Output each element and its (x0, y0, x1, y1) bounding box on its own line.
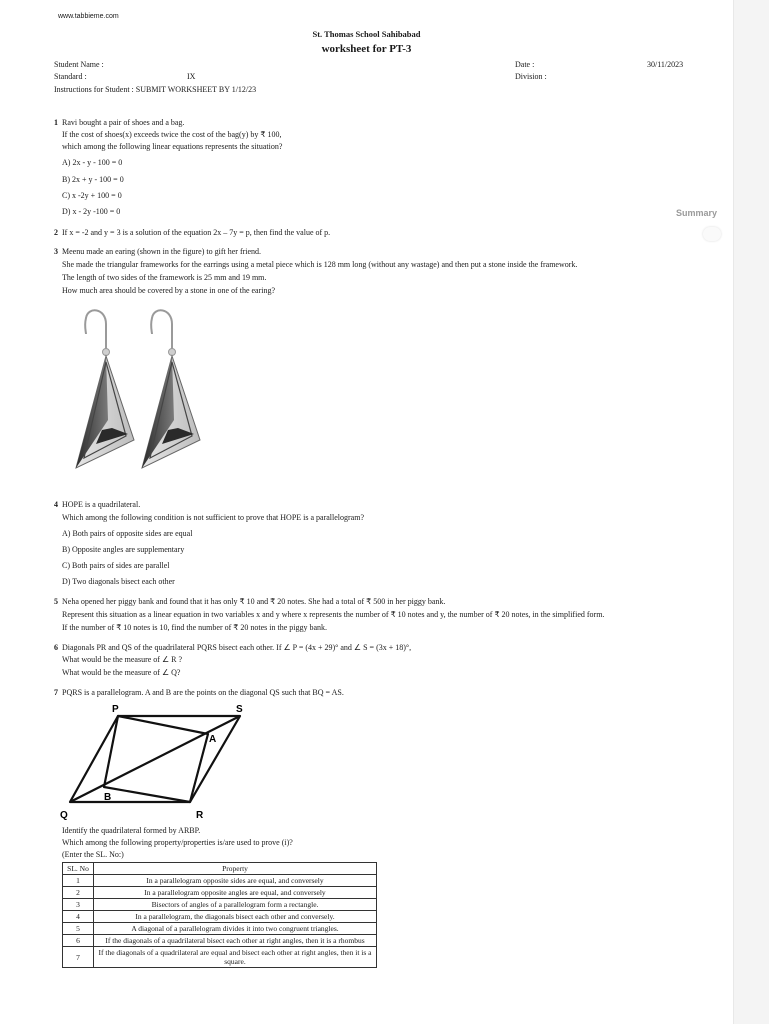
cell-sl: 6 (63, 935, 94, 947)
option-a: A) 2x - y - 100 = 0 (62, 158, 123, 167)
question-text: Which among the following condition is not sufficient to prove that HOPE is a parallelogram? (62, 513, 365, 522)
viewer-side-panel (733, 0, 769, 1024)
option-b: B) Opposite angles are supplementary (62, 545, 185, 554)
question-text: Which among the following property/properties is/are used to prove (i)? (62, 838, 293, 847)
question-text: (Enter the SL. No:) (62, 850, 124, 859)
instructions: Instructions for Student : SUBMIT WORKSHEET BY 1/12/23 (54, 85, 257, 94)
cell-property: If the diagonals of a quadrilateral bisect each other at right angles, then it is a rhombus (94, 935, 377, 947)
table-row (63, 911, 377, 923)
cell-property: If the diagonals of a quadrilateral are equal and bisect each other at right angles, then it is a square. (94, 947, 377, 968)
question-text: Diagonals PR and QS of the quadrilateral PQRS bisect each other. If ∠ P = (4x + 29)° and ∠ S = (3x + 18)°, (62, 643, 412, 652)
question-text: The length of two sides of the framework is 25 mm and 19 mm. (62, 273, 267, 282)
table-row (63, 875, 377, 887)
question-number: 1 (54, 118, 58, 127)
table-row (63, 899, 377, 911)
question-text: If the number of ₹ 10 notes is 10, find the number of ₹ 20 notes in the piggy bank. (62, 623, 328, 632)
label-p: P (112, 704, 119, 715)
question-number: 6 (54, 643, 58, 652)
cell-sl: 2 (63, 887, 94, 899)
question-text: She made the triangular frameworks for the earrings using a metal piece which is 128 mm long (without any wastage) and then put a stone inside the framework. (62, 260, 578, 269)
table-header-row (63, 863, 377, 875)
table-row (63, 887, 377, 899)
question-text: If the cost of shoes(x) exceeds twice the cost of the bag(y) by ₹ 100, (62, 130, 282, 139)
question-text: HOPE is a quadrilateral. (62, 500, 141, 509)
date-label: Date : (515, 60, 535, 69)
question-text: Neha opened her piggy bank and found that it has only ₹ 10 and ₹ 20 notes. She had a total of ₹ 500 in her piggy bank. (62, 597, 446, 606)
question-number: 3 (54, 247, 58, 256)
option-a: A) Both pairs of opposite sides are equal (62, 529, 193, 538)
header-sl-no: SL. No (63, 863, 94, 875)
cell-property: Bisectors of angles of a parallelogram form a rectangle. (94, 899, 377, 911)
question-number: 4 (54, 500, 58, 509)
question-text: What would be the measure of ∠ Q? (62, 668, 181, 677)
label-q: Q (60, 810, 68, 821)
question-text: Represent this situation as a linear equation in two variables x and y where x represents the number of ₹ 10 notes and y, the number of ₹ 20 notes, in the simplified form. (62, 610, 605, 619)
cell-sl: 4 (63, 911, 94, 923)
question-text: If x = -2 and y = 3 is a solution of the equation 2x – 7y = p, then find the value of p. (62, 228, 331, 237)
cell-sl: 1 (63, 875, 94, 887)
cell-property: In a parallelogram, the diagonals bisect each other and conversely. (94, 911, 377, 923)
worksheet-title: worksheet for PT-3 (321, 43, 412, 55)
question-text: Identify the quadrilateral formed by ARBP. (62, 826, 201, 835)
date-value: 30/11/2023 (647, 60, 684, 69)
student-name-label: Student Name : (54, 60, 104, 69)
question-text: What would be the measure of ∠ R ? (62, 655, 183, 664)
parallelogram-figure (62, 700, 252, 822)
cell-sl: 5 (63, 923, 94, 935)
cell-sl: 7 (63, 947, 94, 968)
question-text: which among the following linear equations represents the situation? (62, 142, 283, 151)
school-name: St. Thomas School Sahibabad (312, 29, 421, 39)
label-r: R (196, 810, 204, 821)
standard-label: Standard : (54, 72, 87, 81)
option-d: D) x - 2y -100 = 0 (62, 207, 121, 216)
earring-right (142, 310, 200, 468)
cell-sl: 3 (63, 899, 94, 911)
question-text: Ravi bought a pair of shoes and a bag. (62, 118, 185, 127)
option-c: C) Both pairs of sides are parallel (62, 561, 170, 570)
cell-property: In a parallelogram opposite sides are equal, and conversely (94, 875, 377, 887)
summary-toggle-handle[interactable] (703, 227, 721, 241)
table-row (63, 923, 377, 935)
division-label: Division : (515, 72, 547, 81)
property-table (62, 862, 377, 968)
option-d: D) Two diagonals bisect each other (62, 577, 175, 586)
label-s: S (236, 704, 243, 715)
cell-property: A diagonal of a parallelogram divides it into two congruent triangles. (94, 923, 377, 935)
summary-tab[interactable]: Summary (676, 208, 718, 218)
label-b: B (104, 792, 112, 803)
question-number: 7 (54, 688, 58, 697)
earring-left (76, 310, 134, 468)
question-text: PQRS is a parallelogram. A and B are the points on the diagonal QS such that BQ = AS. (62, 688, 344, 697)
option-b: B) 2x + y - 100 = 0 (62, 175, 124, 184)
question-text: Meenu made an earing (shown in the figure) to gift her friend. (62, 247, 262, 256)
question-number: 2 (54, 228, 58, 237)
cell-property: In a parallelogram opposite angles are equal, and conversely (94, 887, 377, 899)
standard-value: IX (187, 72, 196, 81)
option-c: C) x -2y + 100 = 0 (62, 191, 122, 200)
earring-figure (62, 302, 222, 474)
source-url: www.tabbieme.com (58, 13, 119, 20)
question-number: 5 (54, 597, 58, 606)
table-row (63, 947, 377, 968)
table-row (63, 935, 377, 947)
header-property: Property (94, 863, 377, 875)
label-a: A (209, 734, 217, 745)
question-text: How much area should be covered by a stone in one of the earing? (62, 286, 276, 295)
